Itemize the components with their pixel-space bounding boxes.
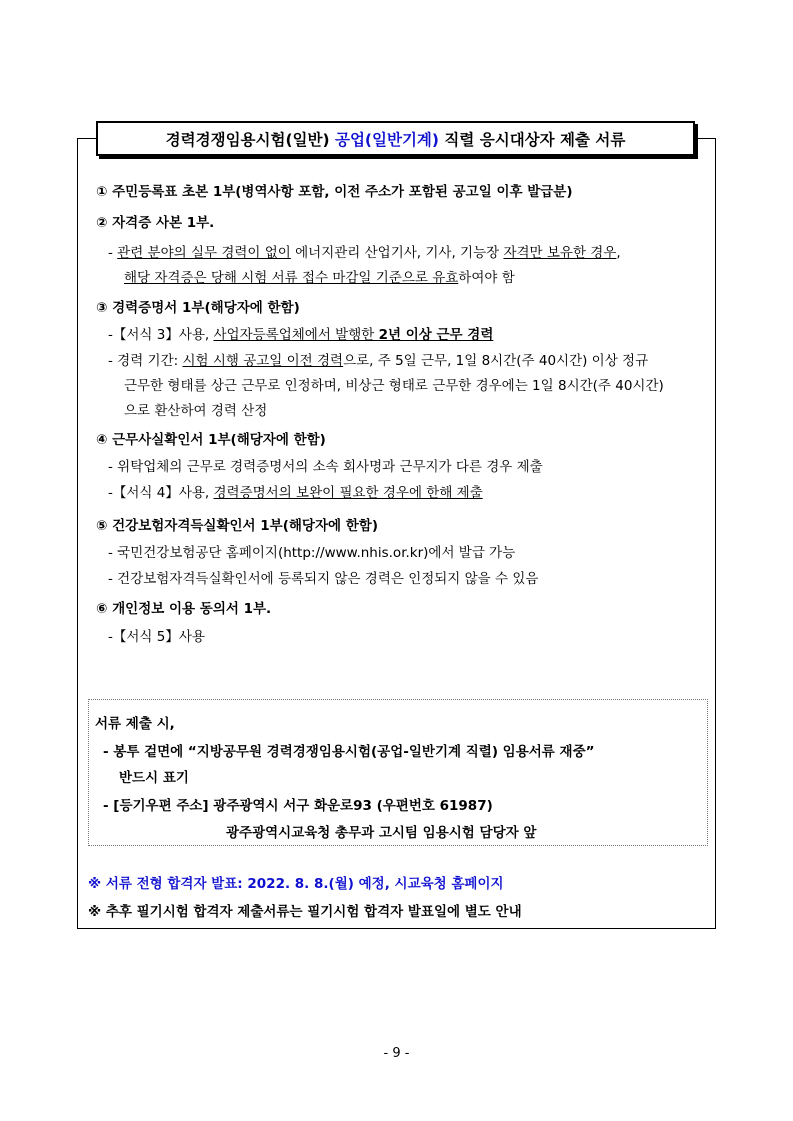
underlined-text: 시험 시행 공고일 이전 경력 — [182, 353, 344, 369]
announcement-note — [88, 872, 504, 892]
notice-address-cont: 광주광역시교육청 총무과 고시팀 임용시험 담당자 앞 — [226, 825, 537, 841]
plain-text: 에너지관리 산업기사, 기사, 기능장 — [290, 245, 504, 261]
certificate-note-cont — [124, 266, 515, 286]
health-insurance-note2: - 건강보험자격득실확인서에 등록되지 않은 경력은 인정되지 않을 수 있음 — [108, 571, 539, 587]
plain-text: 하여야 함 — [458, 270, 515, 286]
item-certificate: ② 자격증 사본 1부. — [96, 215, 215, 231]
career-form-note — [108, 323, 493, 343]
title-accent: 공업(일반기계) — [334, 130, 439, 149]
privacy-consent-note: -【서식 5】사용 — [108, 629, 205, 645]
plain-text: -【서식 4】사용, — [108, 485, 214, 501]
plain-text: - 경력 기간: — [108, 353, 183, 369]
plain-text: , — [616, 245, 621, 261]
notice-envelope: - 봉투 겉면에 “지방공무원 경력경쟁임용시험(공업-일반기계 직렬) 임용서류 재중” — [103, 744, 595, 760]
underlined-text: 해당 자격증은 당해 시험 서류 접수 마감일 기준으로 유효 — [124, 270, 459, 286]
plain-text: 으로, 주 5일 근무, 1일 8시간(주 40시간) 이상 정규 — [343, 353, 649, 369]
title-part2: 직렬 응시대상자 제출 서류 — [444, 130, 626, 149]
notice-envelope-cont: 반드시 표기 — [119, 770, 189, 786]
submission-notice — [88, 699, 708, 846]
item-resident-registration: ① 주민등록표 초본 1부(병역사항 포함, 이전 주소가 포함된 공고일 이후 발급분) — [96, 184, 573, 200]
notice-head: 서류 제출 시, — [95, 716, 175, 732]
item-privacy-consent: ⑥ 개인정보 이용 동의서 1부. — [96, 601, 272, 617]
underlined-text: 관련 분야의 실무 경력이 없이 — [117, 245, 291, 261]
career-period-cont1: 근무한 형태를 상근 근무로 인정하며, 비상근 형태로 근무한 경우에는 1일 8시간(주 40시간) — [124, 378, 664, 394]
underlined-text: 사업자등록업체에서 발행한 — [213, 327, 379, 343]
work-confirmation-note2 — [108, 481, 483, 501]
underlined-text: 경력증명서의 보완이 필요한 경우에 한해 제출 — [213, 485, 483, 501]
underlined-bold-text: 2년 이상 근무 경력 — [378, 327, 494, 343]
work-confirmation-note1: - 위탁업체의 근무로 경력증명서의 소속 회사명과 근무지가 다른 경우 제출 — [108, 459, 543, 475]
section-title — [96, 121, 695, 156]
plain-text: -【서식 3】사용, — [108, 327, 214, 343]
career-period-cont2: 으로 환산하여 경력 산정 — [124, 403, 268, 419]
underlined-text: 자격만 보유한 경우 — [503, 245, 617, 261]
certificate-note — [108, 241, 621, 261]
title-part1: 경력경쟁임용시험(일반) — [165, 130, 330, 149]
item-work-confirmation: ④ 근무사실확인서 1부(해당자에 한함) — [96, 432, 326, 448]
career-period-note — [108, 349, 648, 369]
announcement-text: ※ 서류 전형 합격자 발표: 2022. 8. 8.(월) 예정, 시교육청 홈페이지 — [88, 876, 504, 892]
written-exam-note: ※ 추후 필기시험 합격자 제출서류는 필기시험 합격자 발표일에 별도 안내 — [88, 904, 522, 920]
page-number: - 9 - — [383, 1046, 410, 1061]
dash: - — [108, 245, 118, 261]
notice-address: - [등기우편 주소] 광주광역시 서구 화운로93 (우편번호 61987) — [103, 798, 493, 814]
health-insurance-note1: - 국민건강보험공단 홈페이지(http://www.nhis.or.kr)에서 발급 가능 — [108, 545, 516, 561]
item-career-certificate: ③ 경력증명서 1부(해당자에 한함) — [96, 300, 300, 316]
item-health-insurance: ⑤ 건강보험자격득실확인서 1부(해당자에 한함) — [96, 518, 379, 534]
